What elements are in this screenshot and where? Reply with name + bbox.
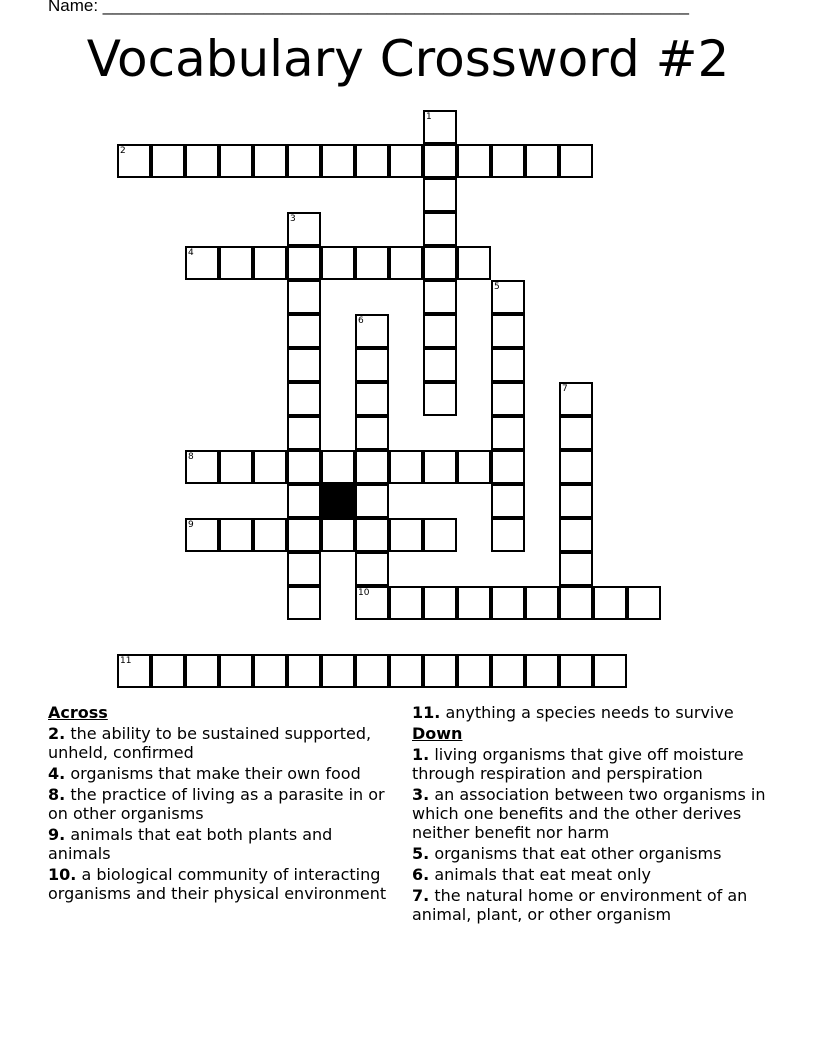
crossword-cell[interactable] <box>491 518 525 552</box>
clue-across-11: 11. anything a species needs to survive <box>412 703 734 722</box>
crossword-cell[interactable] <box>491 144 525 178</box>
cell-number: 5 <box>494 282 500 292</box>
crossword-cell[interactable] <box>355 246 389 280</box>
crossword-cell[interactable] <box>219 654 253 688</box>
crossword-cell[interactable] <box>627 586 661 620</box>
crossword-cell[interactable] <box>355 552 389 586</box>
crossword-cell[interactable] <box>253 654 287 688</box>
crossword-cell[interactable] <box>559 450 593 484</box>
clue-down-5: 5. organisms that eat other organisms <box>412 844 722 863</box>
crossword-cell[interactable] <box>117 144 151 178</box>
crossword-cell[interactable] <box>287 518 321 552</box>
crossword-cell[interactable] <box>287 212 321 246</box>
crossword-cell[interactable] <box>321 144 355 178</box>
crossword-cell[interactable] <box>423 382 457 416</box>
page-title: Vocabulary Crossword #2 <box>86 30 730 88</box>
cell-number: 1 <box>426 112 432 122</box>
crossword-cell[interactable] <box>491 484 525 518</box>
crossword-cell[interactable] <box>185 450 219 484</box>
crossword-cell[interactable] <box>423 212 457 246</box>
clue-across-4: 4. organisms that make their own food <box>48 764 361 783</box>
black-cell <box>321 484 355 518</box>
crossword-cell[interactable] <box>117 654 151 688</box>
cell-number: 7 <box>562 384 568 394</box>
crossword-cell[interactable] <box>219 144 253 178</box>
crossword-cell[interactable] <box>287 382 321 416</box>
clues-column-right <box>412 703 782 926</box>
crossword-cell[interactable] <box>355 348 389 382</box>
crossword-cell[interactable] <box>287 314 321 348</box>
clue-across-9: 9. animals that eat both plants and animals <box>48 825 333 863</box>
crossword-cell[interactable] <box>355 484 389 518</box>
crossword-cell[interactable] <box>355 382 389 416</box>
cell-number: 8 <box>188 452 194 462</box>
crossword-cell[interactable] <box>525 586 559 620</box>
cell-number: 4 <box>188 248 194 258</box>
cell-number: 9 <box>188 520 194 530</box>
crossword-cell[interactable] <box>559 416 593 450</box>
crossword-cell[interactable] <box>559 586 593 620</box>
crossword-cell[interactable] <box>287 484 321 518</box>
crossword-cell[interactable] <box>185 246 219 280</box>
crossword-cell[interactable] <box>321 518 355 552</box>
crossword-cell[interactable] <box>457 144 491 178</box>
crossword-cell[interactable] <box>491 654 525 688</box>
cell-number: 6 <box>358 316 364 326</box>
across-heading: Across <box>48 703 108 722</box>
crossword-cell[interactable] <box>321 654 355 688</box>
crossword-cell[interactable] <box>491 416 525 450</box>
crossword-cell[interactable] <box>491 314 525 348</box>
crossword-cell[interactable] <box>559 552 593 586</box>
crossword-cell[interactable] <box>423 450 457 484</box>
clue-down-6: 6. animals that eat meat only <box>412 865 651 884</box>
crossword-cell[interactable] <box>253 450 287 484</box>
crossword-cell[interactable] <box>389 144 423 178</box>
crossword-cell[interactable] <box>559 144 593 178</box>
crossword-cell[interactable] <box>423 246 457 280</box>
crossword-cell[interactable] <box>423 314 457 348</box>
cell-number: 11 <box>120 656 132 666</box>
crossword-cell[interactable] <box>423 348 457 382</box>
crossword-cell[interactable] <box>525 654 559 688</box>
crossword-cell[interactable] <box>525 144 559 178</box>
crossword-cell[interactable] <box>559 654 593 688</box>
crossword-cell[interactable] <box>389 246 423 280</box>
crossword-cell[interactable] <box>559 518 593 552</box>
crossword-cell[interactable] <box>151 654 185 688</box>
crossword-cell[interactable] <box>287 144 321 178</box>
crossword-cell[interactable] <box>355 314 389 348</box>
crossword-cell[interactable] <box>389 654 423 688</box>
crossword-cell[interactable] <box>423 586 457 620</box>
crossword-cell[interactable] <box>457 654 491 688</box>
clue-down-7: 7. the natural home or environment of an animal, plant, or other organism <box>412 886 748 924</box>
crossword-cell[interactable] <box>423 654 457 688</box>
crossword-cell[interactable] <box>423 178 457 212</box>
crossword-cell[interactable] <box>185 518 219 552</box>
crossword-cell[interactable] <box>287 450 321 484</box>
crossword-cell[interactable] <box>593 654 627 688</box>
crossword-cell[interactable] <box>287 654 321 688</box>
crossword-cell[interactable] <box>355 654 389 688</box>
clue-down-3: 3. an association between two organisms in which one benefits and the other derives neither benefit nor harm <box>412 785 766 842</box>
crossword-cell[interactable] <box>355 144 389 178</box>
crossword-cell[interactable] <box>321 246 355 280</box>
crossword-cell[interactable] <box>389 450 423 484</box>
crossword-cell[interactable] <box>457 450 491 484</box>
clue-across-10: 10. a biological community of interacting organisms and their physical environment <box>48 865 387 903</box>
crossword-cell[interactable] <box>491 280 525 314</box>
crossword-cell[interactable] <box>287 280 321 314</box>
crossword-cell[interactable] <box>185 144 219 178</box>
crossword-cell[interactable] <box>253 518 287 552</box>
crossword-cell[interactable] <box>321 450 355 484</box>
crossword-cell[interactable] <box>151 144 185 178</box>
crossword-cell[interactable] <box>185 654 219 688</box>
clue-across-2: 2. the ability to be sustained supported, unheld, confirmed <box>48 724 372 762</box>
crossword-cell[interactable] <box>423 280 457 314</box>
crossword-cell[interactable] <box>389 586 423 620</box>
crossword-cell[interactable] <box>355 450 389 484</box>
crossword-cell[interactable] <box>355 518 389 552</box>
crossword-cell[interactable] <box>287 586 321 620</box>
crossword-cell[interactable] <box>355 586 389 620</box>
clue-down-1: 1. living organisms that give off moisture through respiration and perspiration <box>412 745 744 783</box>
crossword-cell[interactable] <box>423 110 457 144</box>
crossword-cell[interactable] <box>287 416 321 450</box>
crossword-cell[interactable] <box>491 348 525 382</box>
cell-number: 2 <box>120 146 126 156</box>
crossword-cell[interactable] <box>219 246 253 280</box>
crossword-cell[interactable] <box>423 518 457 552</box>
crossword-cell[interactable] <box>491 586 525 620</box>
crossword-cell[interactable] <box>491 382 525 416</box>
crossword-cell[interactable] <box>389 518 423 552</box>
crossword-cell[interactable] <box>491 450 525 484</box>
crossword-cell[interactable] <box>355 416 389 450</box>
name-field[interactable]: Name: ______________________________________________________________ <box>48 0 689 15</box>
crossword-cell[interactable] <box>593 586 627 620</box>
crossword-cell[interactable] <box>287 552 321 586</box>
crossword-cell[interactable] <box>253 144 287 178</box>
crossword-cell[interactable] <box>457 586 491 620</box>
crossword-cell[interactable] <box>253 246 287 280</box>
crossword-cell[interactable] <box>219 450 253 484</box>
crossword-cell[interactable] <box>559 382 593 416</box>
crossword-cell[interactable] <box>457 246 491 280</box>
cell-number: 10 <box>358 588 370 598</box>
crossword-cell[interactable] <box>219 518 253 552</box>
cell-number: 3 <box>290 214 296 224</box>
down-heading: Down <box>412 724 463 743</box>
clues-column-left <box>48 703 398 905</box>
crossword-cell[interactable] <box>559 484 593 518</box>
clue-across-8: 8. the practice of living as a parasite in or on other organisms <box>48 785 385 823</box>
crossword-cell[interactable] <box>423 144 457 178</box>
crossword-cell[interactable] <box>287 246 321 280</box>
crossword-cell[interactable] <box>287 348 321 382</box>
